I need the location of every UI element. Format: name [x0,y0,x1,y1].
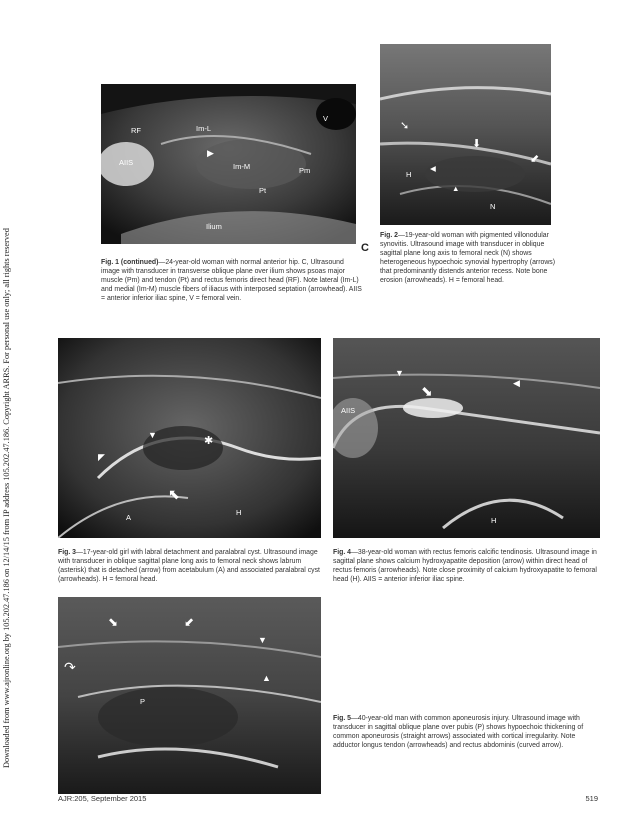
download-notice-text: Downloaded from www.ajronline.org by 105.202.47.186 on 12/14/15 from IP address 105.202.47.186. Copyright ARRS. For personal use only; all rights reserved [2,228,11,768]
fig3-asterisk-icon: ✱ [204,435,214,447]
fig5-label-p: P [140,697,146,706]
fig1-ultrasound-image [101,84,356,244]
fig1-label-pt: Pt [259,186,267,195]
fig1-panel-letter: C [361,242,369,254]
fig5-curved-arrow-icon: ↷ [64,659,76,675]
fig1-label-pm: Pm [299,166,311,175]
fig5-arrowhead-icon: ▼ [258,635,267,645]
journal-footer: AJR:205, September 2015 [58,794,147,803]
fig2-arrowhead-icon: ▲ [452,184,460,193]
fig2-arrow-icon: ⬇ [472,138,482,150]
fig4-caption-text: —38-year-old woman with rectus femoris calcific tendinosis. Ultrasound image in sagittal plane shows calcium hydroxyapatite deposition (arrow) within direct head of rectus femoris (arrowheads). Note close proximity of calcium hydroxyapatite to femoral head (H). AIIS = anterior inferior iliac spine. [333,549,597,584]
download-notice [2,128,14,768]
fig4-arrow-icon: ⬊ [421,383,433,399]
fig2-label-h: H [406,170,412,179]
fig1-label-v: V [323,114,329,123]
fig1-label-im-l: Im-L [196,124,211,133]
fig5-ultrasound-image [58,597,321,794]
fig4-label-h: H [491,516,497,525]
fig2-arrowhead-icon: ◀ [430,164,436,173]
fig3-arrowhead-icon: ◤ [98,452,105,462]
fig2-arrow-icon: ⬋ [530,153,540,165]
fig3-ultrasound-image [58,338,321,538]
fig1-label-im-m: Im-M [233,162,251,171]
fig5-caption-title: Fig. 5 [333,715,351,722]
fig4-arrowhead-icon: ◀ [513,378,520,388]
fig5-arrow-icon: ⬋ [184,615,195,629]
fig3-caption [58,548,320,584]
fig1-label-rf: RF [131,126,141,135]
fig1-arrowhead-icon: ▶ [207,148,214,158]
fig2-caption-text: —19-year-old woman with pigmented villonodular synovitis. Ultrasound image with transducer in oblique sagittal plane long axis to femoral neck (N) shows heterogeneous hypoechoic synovial hypertrophy (arrows) that predominantly distends anterior recess. Note bone erosion (arrowheads). H = femoral head. [380,232,556,285]
fig3-label-a: A [126,513,132,522]
fig4-caption-title: Fig. 4 [333,549,351,556]
fig2-ultrasound-image [380,44,551,225]
fig4-caption [333,548,599,584]
fig3-caption-title: Fig. 3 [58,549,76,556]
fig3-caption-text: —17-year-old girl with labral detachment and paralabral cyst. Ultrasound image with transducer in oblique sagittal plane long axis to femoral neck shows labrum (asterisk) that is detached (arrow) from acetabulum (A) and associated paralabral cyst (arrowheads). H = femoral head. [58,549,320,584]
fig5-arrowhead-icon: ▲ [262,673,271,683]
fig1-label-aiis: AIIS [119,158,134,167]
fig4-arrowhead-icon: ▼ [395,368,404,378]
fig3-arrowhead-icon: ▼ [148,430,157,440]
fig5-caption-text: —40-year-old man with common aponeurosis injury. Ultrasound image with transducer in sagittal oblique plane over pubis (P) shows hypoechoic thickening of common aponeurosis (straight arrows) associated with cortical irregularity. Note adductor longus tendon (arrowheads) and rectus abdominis (curved arrow). [333,715,584,750]
fig2-caption-title: Fig. 2 [380,232,398,239]
fig1-caption-text: —24-year-old woman with normal anterior hip. C, Ultrasound image with transducer in transverse oblique plane over ilium shows psoas major muscle (Pm) and tendon (Pt) and rectus femoris direct head (RF). Note lateral (Im-L) and medial (Im-M) muscle fibers of iliacus with interposed septation (arrowhead). AIIS = anterior inferior iliac spine, V = femoral vein. [101,259,362,303]
fig4-label-aiis: AIIS [341,406,356,415]
fig2-arrow-icon: ➘ [400,120,410,132]
fig1-caption [101,258,363,303]
fig3-label-h: H [236,508,242,517]
fig1-label-ilium: Ilium [206,222,222,231]
fig4-ultrasound-image [333,338,600,538]
page-number: 519 [585,794,598,803]
fig2-caption [380,231,558,286]
fig5-caption [333,714,599,750]
fig5-arrow-icon: ⬊ [108,615,119,629]
fig2-label-n: N [490,202,496,211]
fig1-caption-title: Fig. 1 (continued) [101,259,159,266]
fig3-arrow-icon: ⬉ [168,486,180,502]
